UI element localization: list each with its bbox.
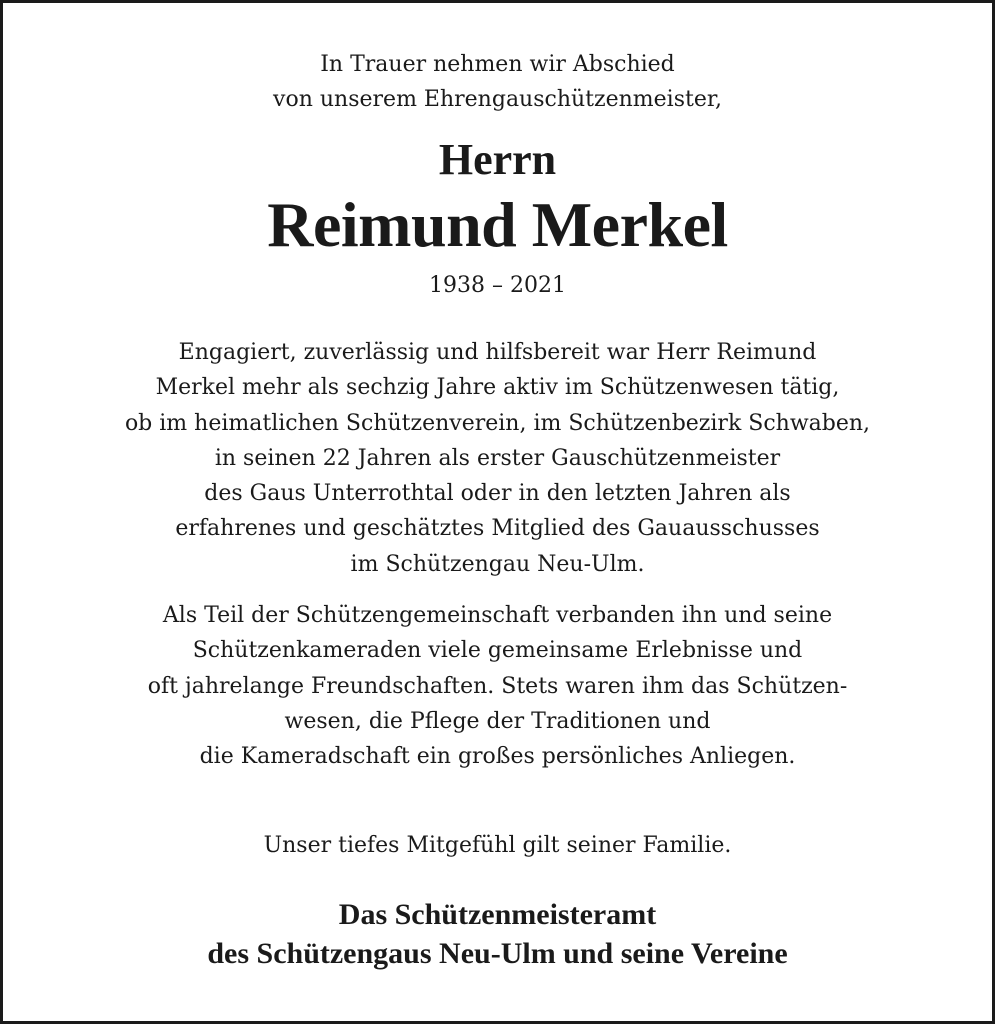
tribute-paragraph-1 — [3, 335, 992, 582]
paragraph-line: oft jahrelange Freundschaften. Stets waren ihm das Schützen- — [147, 673, 848, 699]
intro-line-1: In Trauer nehmen wir Abschied — [320, 52, 675, 77]
paragraph-line: des Gaus Unterrothtal oder in den letzten Jahren als — [204, 481, 791, 507]
life-dates: 1938 – 2021 — [429, 273, 566, 298]
condolence-line: Unser tiefes Mitgefühl gilt seiner Familie. — [263, 833, 732, 858]
paragraph-line: Engagiert, zuverlässig und hilfsbereit war Herr Reimund — [178, 340, 817, 365]
paragraph-line: erfahrenes und geschätztes Mitglied des Gauausschusses — [175, 516, 820, 542]
intro-line-2: von unserem Ehrengauschützenmeister, — [273, 87, 722, 112]
deceased-name: Reimund Merkel — [267, 189, 728, 260]
paragraph-line: Schützenkameraden viele gemeinsame Erlebnisse und — [192, 638, 803, 664]
honorific: Herrn — [438, 135, 557, 184]
paragraph-line: Als Teil der Schützengemeinschaft verbanden ihn und seine — [162, 603, 833, 628]
paragraph-line: ob im heimatlichen Schützenverein, im Schützenbezirk Schwaben, — [124, 410, 871, 436]
paragraph-line: Merkel mehr als sechzig Jahre aktiv im Schützenwesen tätig, — [155, 375, 840, 401]
paragraph-line: in seinen 22 Jahren als erster Gauschützenmeister — [214, 445, 781, 471]
signature-line-1: Das Schützenmeisteramt — [338, 898, 657, 931]
paragraph-line: wesen, die Pflege der Traditionen und — [284, 708, 711, 734]
tribute-paragraph-2 — [3, 598, 992, 774]
signature-line-2: des Schützengaus Neu-Ulm und seine Vereine — [207, 937, 788, 970]
paragraph-line: im Schützengau Neu-Ulm. — [350, 551, 645, 577]
paragraph-line: die Kameradschaft ein großes persönliches Anliegen. — [199, 744, 796, 770]
